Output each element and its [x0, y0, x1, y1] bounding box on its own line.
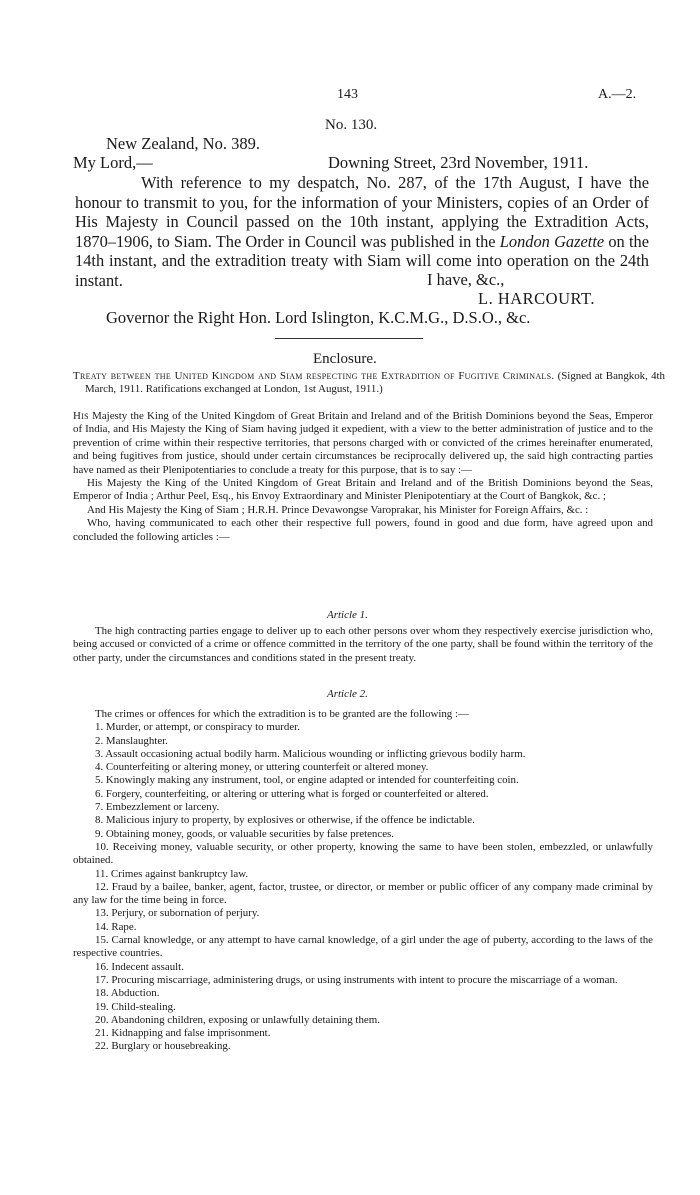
list-item: 1. Murder, or attempt, or conspiracy to murder. [95, 721, 300, 734]
list-item: 12. Fraud by a bailee, banker, agent, factor, trustee, or director, or member or public officer of any company made criminal by any law for the time being in force. [73, 880, 653, 907]
article-1-heading: Article 1. [327, 609, 368, 621]
list-item: 4. Counterfeiting or altering money, or uttering counterfeit or altered money. [95, 761, 429, 774]
enclosure-title: Enclosure. [313, 351, 377, 367]
article-1-text [73, 625, 653, 665]
treaty-title-caps: Treaty between the United Kingdom and Siam respecting the Extradition of Fugitive Criminals. [73, 370, 555, 382]
signature: L. HARCOURT. [478, 289, 595, 308]
list-item: 5. Knowingly making any instrument, tool, or engine adapted or intended for counterfeiting coin. [95, 774, 519, 787]
list-item: 22. Burglary or housebreaking. [95, 1040, 231, 1053]
crimes-list [73, 708, 653, 1054]
list-item: 11. Crimes against bankruptcy law. [95, 867, 249, 880]
divider-rule [275, 338, 423, 339]
despatch-body [75, 173, 649, 291]
list-item: 10. Receiving money, valuable security, or other property, knowing the same to have been stolen, embezzled, or unlawfully obtained. [73, 840, 653, 867]
list-item: 17. Procuring miscarriage, administering drugs, or using instruments with intent to procure the miscarriage of a woman. [95, 973, 618, 986]
list-item: 18. Abduction. [95, 987, 160, 1000]
despatch-number: No. 130. [325, 117, 378, 133]
despatch-body-italic: London Gazette [499, 231, 605, 251]
addressee: Governor the Right Hon. Lord Islington, K.C.M.G., D.S.O., &c. [106, 308, 531, 327]
article-2-intro: The crimes or offences for which the extradition is to be granted are the following :— [95, 708, 469, 720]
despatch-body-post: on the 14th instant, and the extradition treaty with Siam will come into operation on the 24th instant. [75, 231, 649, 290]
list-item: 7. Embezzlement or larceny. [95, 801, 220, 814]
para3-text: And His Majesty the King of Siam ; H.R.H. Prince Devawongse Varoprakar, his Minister for Foreign Affairs, &c. : [87, 503, 589, 516]
page-number: 143 [337, 87, 358, 102]
salutation: My Lord,— [73, 153, 153, 172]
list-item: 2. Manslaughter. [95, 734, 168, 747]
treaty-title [73, 370, 665, 397]
colony-reference: New Zealand, No. 389. [106, 134, 260, 153]
list-item: 20. Abandoning children, exposing or unlawfully detaining them. [95, 1013, 380, 1026]
despatch-body-pre: With reference to my despatch, No. 287, of the 17th August, I have the honour to transmit to you, for the information of your Ministers, copies of an Order of His Majesty in Council passed on the 10th instant, applying the Extradition Acts, 1870–1906, to Siam. The Order in Council was published in the [75, 173, 649, 251]
para1-lead: His [73, 410, 89, 422]
list-item: 8. Malicious injury to property, by explosives or otherwise, if the offence be indictable. [95, 814, 475, 827]
closing: I have, &c., [427, 270, 505, 289]
list-item: 16. Indecent assault. [95, 960, 184, 973]
list-item: 6. Forgery, counterfeiting, or altering or uttering what is forged or counterfeited or altered. [95, 787, 489, 800]
list-item: 15. Carnal knowledge, or any attempt to have carnal knowledge, of a girl under the age of puberty, according to the laws of the respective countries. [73, 934, 653, 960]
list-item: 14. Rape. [95, 920, 137, 933]
list-item: 19. Child-stealing. [95, 1000, 176, 1013]
treaty-preamble [73, 410, 653, 544]
address-date: Downing Street, 23rd November, 1911. [328, 153, 589, 172]
article-2-heading: Article 2. [327, 688, 368, 700]
list-item: 13. Perjury, or subornation of perjury. [95, 907, 260, 920]
list-item: 3. Assault occasioning actual bodily harm. Malicious wounding or inflicting grievous bodily harm. [95, 747, 526, 760]
para1-text: Majesty the King of the United Kingdom of Great Britain and Ireland and of the British Dominions beyond the Seas, Emperor of India, and His Majesty the King of Siam having judged it expedient, with a view to the better administration of justice and to the prevention of crime within their respective territories, that persons charged with or convicted of the crimes hereinafter enumerated, and being fugitives from justice, should under certain circumstances be reciprocally delivered up, the said high contracting parties have named as their Plenipotentiaries to conclude a treaty for this purpose, that is to say :— [73, 410, 653, 476]
list-item: 21. Kidnapping and false imprisonment. [95, 1027, 271, 1040]
article-1-paragraph: The high contracting parties engage to deliver up to each other persons over whom they respectively exercise jurisdiction who, being accused or convicted of a crime or offence committed in the territory of the one party, shall be found within the territory of the other party, under the circumstances and conditions stated in the present treaty. [73, 625, 653, 664]
para4-text: Who, having communicated to each other their respective full powers, found in good and due form, have agreed upon and concluded the following articles :— [73, 517, 653, 543]
para2-text: His Majesty the King of the United Kingdom of Great Britain and Ireland and of the British Dominions beyond the Seas, Emperor of India ; Arthur Peel, Esq., his Envoy Extraordinary and Minister Plenipotentiary at the Court of Bangkok, &c. ; [73, 477, 653, 503]
treaty-title-rest: (Signed at Bangkok, 4th March, 1911. Ratifications exchanged at London, 1st August, 1911.) [85, 370, 665, 396]
list-item: 9. Obtaining money, goods, or valuable securities by false pretences. [95, 827, 395, 840]
page-reference: A.—2. [598, 87, 637, 102]
